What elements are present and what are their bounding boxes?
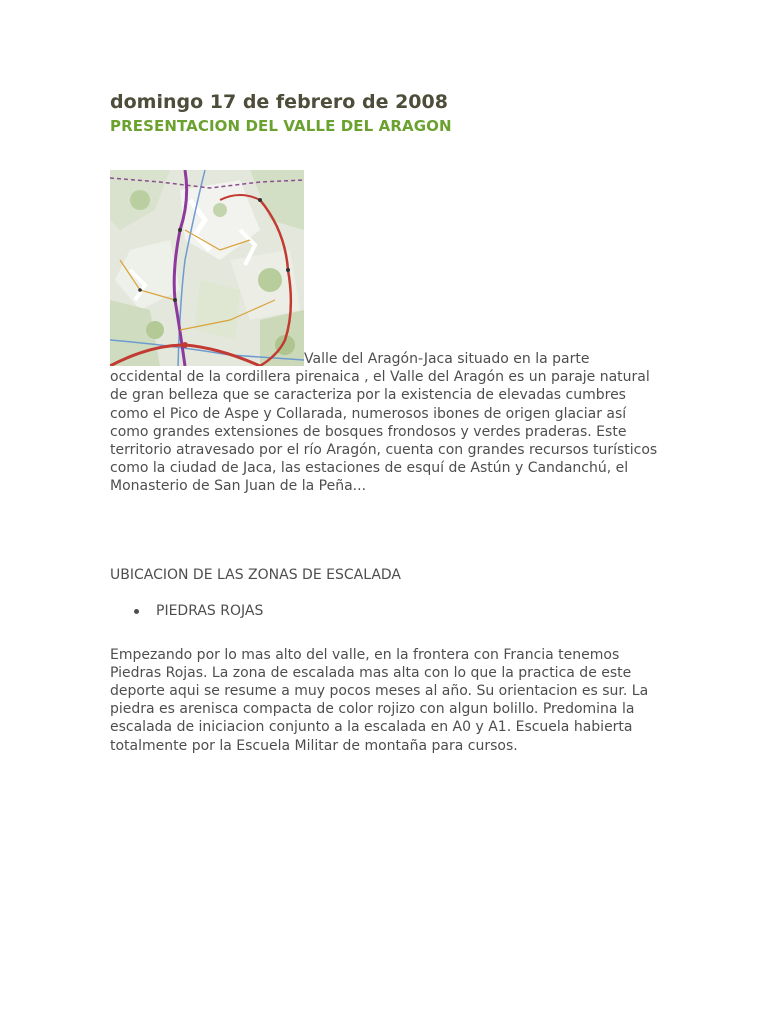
section-heading: UBICACION DE LAS ZONAS DE ESCALADA [110,566,402,583]
post-title[interactable]: PRESENTACION DEL VALLE DEL ARAGON [110,117,452,135]
intro-text: Valle del Aragón-Jaca situado en la parte occidental de la cordillera pirenaica , el Valle del Aragón es un paraje natural de gran belleza que se caracteriza por la existencia de elevadas cumbres como el Pico de Aspe y Collarada, numerosos ibones de origen glaciar así como grandes extensiones de bosques frondosos y verdes praderas. Este territorio atravesado por el río Aragón, cuenta con grandes recursos turísticos como la ciudad de Jaca, las estaciones de esquí de Astún y Candanchú, el Monasterio de San Juan de la Peña... [110,351,658,495]
list-item: PIEDRAS ROJAS [156,602,658,620]
post-date: domingo 17 de febrero de 2008 [110,91,448,113]
intro-paragraph [110,170,658,496]
zone-description: Empezando por lo mas alto del valle, en la frontera con Francia tenemos Piedras Rojas. La zona de escalada mas alta con lo que la practica de este deporte aqui se resume a muy pocos meses al año. Su orientacion es sur. La piedra es arenisca compacta de color rojizo con algun bolillo. Predomina la escalada de iniciacion conjunto a la escalada en A0 y A1. Escuela habierta totalmente por la Escuela Militar de montaña para cursos. [110,646,649,754]
zone-list [110,602,658,620]
blog-post [110,88,658,755]
map-image[interactable] [110,170,304,366]
